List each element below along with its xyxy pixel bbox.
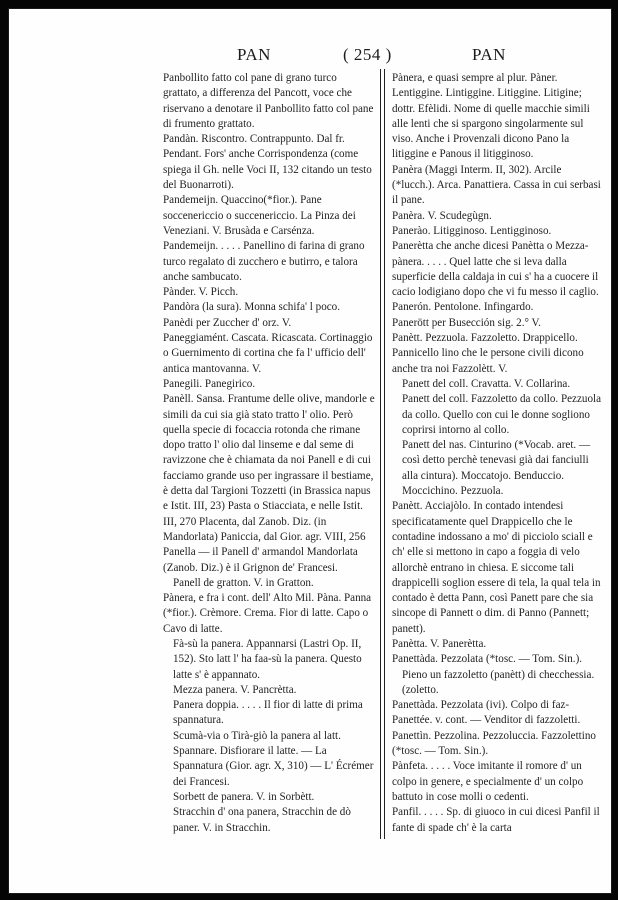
entry: Panettée. v. cont. — Venditor di fazzoletti. — [392, 714, 581, 727]
page — [8, 8, 612, 894]
entry: Panell de gratton. V. in Gratton. — [173, 576, 314, 589]
entry: Panerètta che anche dicesi Panètta o Mezza-pànera. . . . . Quel latte che si leva dalla superficie della caldaja in cui s' ha a cuocere il cacio lodigiano dopo che vi fu messo il caglio. — [392, 240, 599, 299]
entry: Pànder. V. Picch. — [163, 286, 239, 299]
entry: Panèll. Sansa. Frantume delle olive, mandorle e simili da cui sia già stato tratto l' olio. Però quella specie di focaccia rotonda che rimane dopo tratto l' olio dal linseme e dal seme di ravizzone che è chiamata da noi Panell e di cui facciamo grande uso per ingrassare il bestiame, è detta dal Targioni Tozzetti (in Brassica napus e Istit. III, 23) Pasta o Stiacciata, e nelle Istit. III, 270 Placenta, dal Zanob. Diz. (in Mandorlata) Paniccia, dal Gior. agr. VIII, 256 Panella — il Panell d' armandol Mandorlata (Zanob. Diz.) è il Grignon de' Francesi. — [163, 393, 375, 574]
entry: Panètt. Pezzuola. Fazzoletto. Drappicello. — [392, 332, 578, 345]
entry: Pandemeijn. Quaccino(*fior.). Pane soccenericcio o succenericcio. La Pinza dei Veneziani. V. Brusàda e Carsénza. — [163, 194, 356, 237]
right-column — [392, 71, 604, 836]
entry: Panett del coll. Fazzoletto da collo. Pezzuola da collo. Quello con cui le donne sogliono coprirsi intorno al collo. — [402, 393, 602, 436]
entry: Panera doppia. . . . . Il fior di latte di prima spannatura. — [173, 699, 363, 727]
entry: Panbollito fatto col pane di grano turco grattato, a differenza del Pancott, voce che riservano a denotare il Panbollito fatto col pane di frumento grattato. — [163, 72, 374, 130]
entry: Pànfeta. . . . . Voce imitante il romore d' un colpo in genere, e specialmente d' un colpo battuto in cose molli o cedenti. — [392, 760, 584, 803]
page-header — [9, 45, 611, 69]
entry: Panettàda. Pezzolata (*tosc. — Tom. Sin.). — [392, 653, 583, 666]
entry: Panèra. V. Scudegùgn. — [392, 209, 492, 222]
entry: Panèdi per Zuccher d' orz. V. — [163, 316, 292, 329]
entry: Pànera, e quasi sempre al plur. Pàner. Lentiggine. Lintiggine. Litiggine. Litigine; dottr. Efèlidi. Nome di quelle macchie simili alle lenti che si spargono singolarmente sul viso. Anche i Provenzali dicono Pano la litiggine e Panous il litigginoso. — [392, 72, 590, 161]
entry: Panett del nas. Cinturino (*Vocab. aret. — così detto perchè tenevasi già dai fanciulli alla cintura). Moccatojo. Benduccio. Moccichino. Pezzuola. — [402, 439, 591, 498]
column-divider-line — [384, 69, 385, 839]
header-left-word: PAN — [237, 45, 271, 64]
entry: Sorbett de panera. V. in Sorbètt. — [173, 790, 315, 803]
entry: Paneggiamént. Cascata. Ricascata. Cortinaggio o Guernimento di cortina che fa l' ufficio dell' antica mantovanna. V. — [163, 332, 373, 375]
header-right-word: PAN — [472, 45, 506, 64]
entry: Panerào. Litigginoso. Lentigginoso. — [392, 224, 552, 237]
left-column — [163, 71, 375, 836]
entry: Panettàda. Pezzolata (ivi). Colpo di faz- — [392, 699, 570, 712]
entry: Pieno un fazzoletto (panètt) di checchessia. (zoletto. — [402, 668, 595, 696]
entry: Panèra (Maggi Interm. II, 302). Arcile (*lucch.). Arca. Panattiera. Cassa in cui serbasi il pane. — [392, 163, 601, 207]
entry: Panettìn. Pezzolina. Pezzoluccia. Fazzolettino (*tosc. — Tom. Sin.). — [392, 729, 596, 758]
entry: Panegili. Panegirico. — [163, 377, 256, 390]
entry: Panerött per Busección sig. 2.° V. — [392, 316, 541, 329]
entry: Panètta. V. Panerètta. — [392, 637, 487, 650]
page-number: ( 254 ) — [343, 45, 392, 64]
entry: Stracchin d' ona panera, Stracchin de dò paner. V. in Stracchin. — [173, 806, 351, 834]
entry: Panfil. . . . . Sp. di giuoco in cui dicesi Panfil il fante di spade ch' è la carta — [392, 806, 600, 834]
entry: Pànera, e fra i cont. dell' Alto Mil. Pàna. Panna (*fior.). Crèmore. Crema. Fior di latte. Capo o Cavo di latte. — [163, 592, 372, 635]
column-divider-line — [380, 69, 381, 839]
entry: Pannicello lino che le persone civili dicono anche tra noi Fazzolètt. V. — [392, 347, 584, 375]
entry: Pandemeijn. . . . . Panellino di farina di grano turco regalato di zucchero e butirro, e talora anche sambucato. — [163, 240, 365, 283]
entry: Pandòra (la sura). Monna schifa' l poco. — [163, 301, 340, 314]
entry: Panerón. Pentolone. Infingardo. — [392, 301, 534, 314]
entry: Panett del coll. Cravatta. V. Collarina. — [402, 377, 571, 390]
entry: Fà-sù la panera. Appannarsi (Lastri Op. II, 152). Sto latt l' ha faa-sù la panera. Questo latte s' è appannato. — [173, 637, 362, 681]
entry: Scumà-via o Tirà-giò la panera al latt. Spannare. Disfiorare il latte. — La Spannatura (Gior. agr. X, 310) — L' Écrémer dei Francesi. — [173, 729, 374, 788]
entry: Mezza panera. V. Pancrètta. — [173, 683, 297, 696]
entry: Panètt. Acciajòlo. In contado intendesi specificatamente quel Drappicello che le contadine indossano a mo' di picciolo sciall e ch' elle si mettono in capo a foggia di velo allorchè entrano in chiesa. E siccome tali drappicelli soglion essere di tela, la qual tela in contado è detta Pann, così Panett pare che sia sincope di Pannett o dim. di Panno (Pannett; panett). — [392, 500, 601, 635]
entry: Pandàn. Riscontro. Contrappunto. Dal fr. Pendant. Fors' anche Corrispondenza (come spiega il Gh. nelle Voci II, 132 citando un testo del Buonarroti). — [163, 133, 372, 192]
